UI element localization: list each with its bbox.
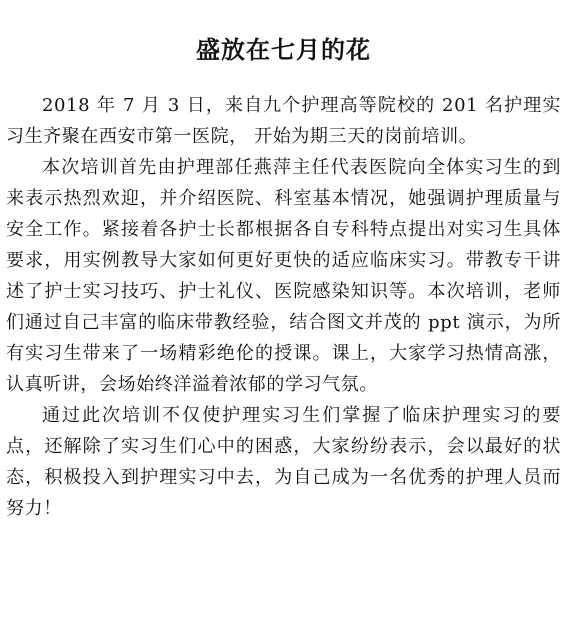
paragraph-3: 通过此次培训不仅使护理实习生们掌握了临床护理实习的要点，还解除了实习生们心中的困惑，大家纷纷表示，会以最好的状态，积极投入到护理实习中去，为自己成为一名优秀的护理人员而努力！ — [6, 405, 561, 519]
paragraph-2: 本次培训首先由护理部任燕萍主任代表医院向全体实习生的到来表示热烈欢迎，并介绍医院、科室基本情况，她强调护理质量与安全工作。紧接着各护士长都根据各自专科特点提出对实习生具体要求，用实例教导大家如何更好更快的适应临床实习。带教专干讲述了护士实习技巧、护士礼仪、医院感染知识等。本次培训，老师们通过自己丰富的临床带教经验，结合图文并茂的 ppt 演示，为所有实习生带来了一场精彩绝伦的授课。课上，大家学习热情高涨，认真听讲，会场始终洋溢着浓郁的学习气氛。 — [6, 157, 561, 395]
document-title: 盛放在七月的花 — [196, 36, 371, 64]
paragraph-1: 2018 年 7 月 3 日，来自九个护理高等院校的 201 名护理实习生齐聚在西安市第一医院， 开始为期三天的岗前培训。 — [6, 95, 561, 147]
